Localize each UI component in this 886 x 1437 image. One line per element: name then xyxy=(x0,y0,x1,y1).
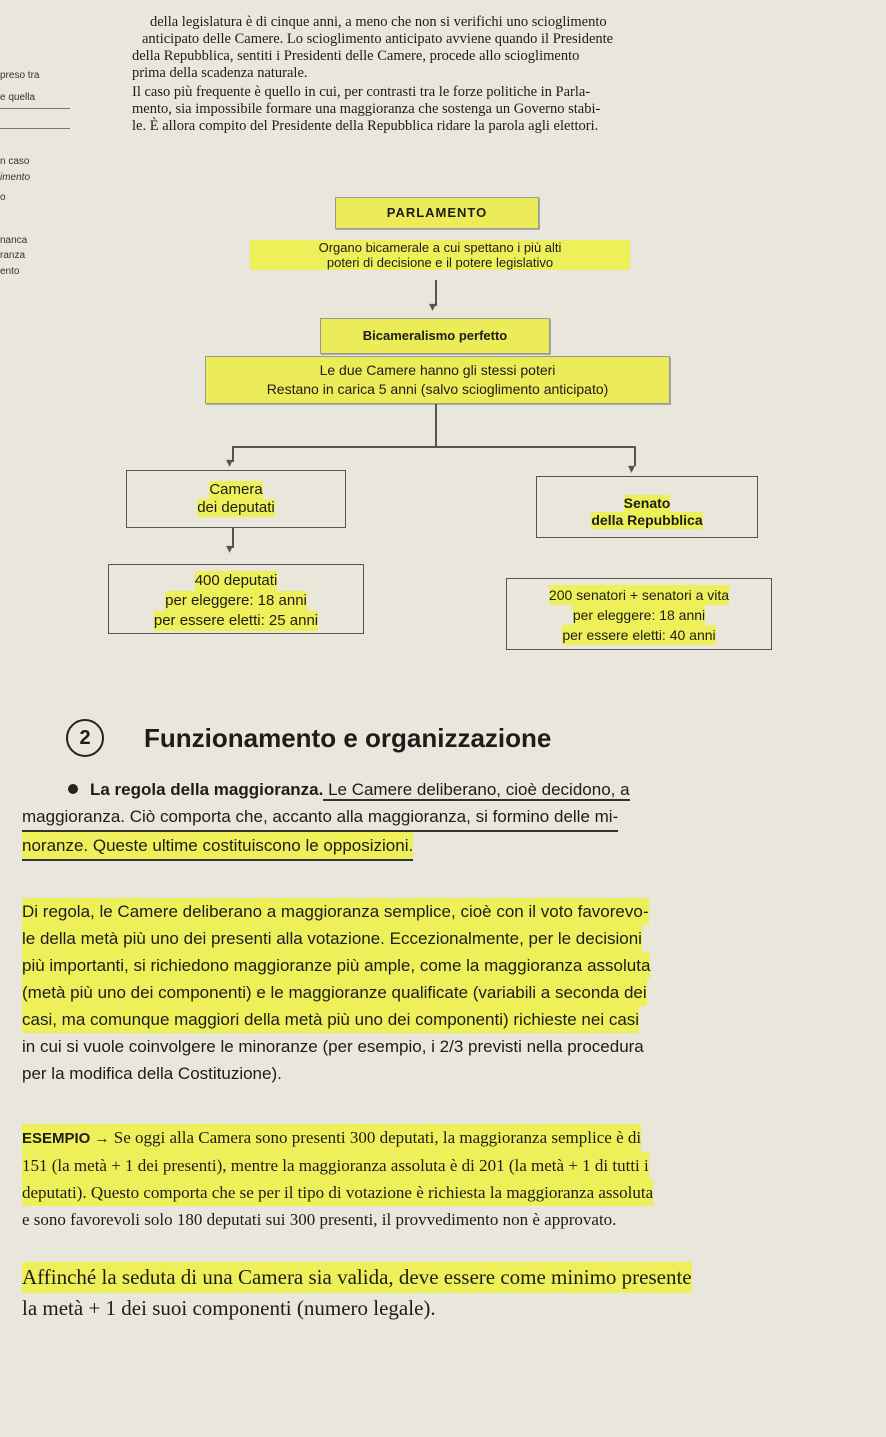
example-line: 151 (la metà + 1 dei presenti), mentre la maggioranza assoluta è di 201 (la metà + 1 di tutti i xyxy=(22,1152,649,1179)
senato-detail: 200 senatori + senatori a vita xyxy=(548,587,730,603)
closing-paragraph xyxy=(22,1262,872,1324)
senato-label: Senato xyxy=(623,495,671,511)
camera-box xyxy=(126,470,346,528)
intro-line: mento, sia impossibile formare una maggioranza che sostenga un Governo stabi- xyxy=(132,101,601,117)
arrow-down-icon: ▾ xyxy=(226,455,234,471)
intro-line: le. È allora compito del Presidente della Repubblica ridare la parola agli elettori. xyxy=(132,118,599,134)
camera-detail: per eleggere: 18 anni xyxy=(165,592,307,609)
camera-details-box xyxy=(108,564,364,634)
diagram-arrow xyxy=(232,446,634,448)
diagram-subtitle-line: Organo bicamerale a cui spettano i più alti xyxy=(250,240,630,255)
bullet-lead: La regola della maggioranza. xyxy=(90,780,324,799)
bullet-line: noranze. Queste ultime costituiscono le opposizioni. xyxy=(22,832,413,861)
bullet-paragraph xyxy=(22,776,872,861)
intro-line: prima della scadenza naturale. xyxy=(132,65,308,81)
section-number: 2 xyxy=(66,719,104,757)
diagram-arrow xyxy=(435,404,437,446)
bicameral-label: Bicameralismo perfetto xyxy=(362,328,508,343)
camera-label: Camera xyxy=(209,481,263,498)
arrow-down-icon: ▾ xyxy=(429,299,437,315)
rule-paragraph xyxy=(22,898,872,1087)
rule-line: per la modifica della Costituzione). xyxy=(22,1064,282,1083)
arrow-down-icon: ▾ xyxy=(226,541,234,557)
powers-line: Le due Camere hanno gli stessi poteri xyxy=(319,362,556,378)
diagram-title-box xyxy=(335,197,539,229)
margin-note: preso tra xyxy=(0,70,40,81)
example-line: e sono favorevoli solo 180 deputati sui 300 presenti, il provvedimento non è approvato. xyxy=(22,1210,617,1229)
rule-line: più importanti, si richiedono maggioranze più ample, come la maggioranza assoluta xyxy=(22,952,650,979)
powers-box xyxy=(205,356,670,404)
camera-label: dei deputati xyxy=(197,499,275,516)
intro-paragraph xyxy=(132,14,872,135)
margin-note: n caso xyxy=(0,156,30,167)
senato-detail: per essere eletti: 40 anni xyxy=(562,627,716,643)
margin-divider xyxy=(0,128,70,129)
powers-line: Restano in carica 5 anni (salvo scioglimento anticipato) xyxy=(266,381,609,397)
senato-details-box xyxy=(506,578,772,650)
margin-note: ento xyxy=(0,266,20,277)
section-title: Funzionamento e organizzazione xyxy=(144,723,552,753)
diagram-subtitle-line: poteri di decisione e il potere legislativo xyxy=(250,255,630,270)
margin-divider xyxy=(0,108,70,109)
bullet-text: Le Camere deliberano, cioè decidono, a xyxy=(323,780,630,799)
closing-line: la metà + 1 dei suoi componenti (numero legale). xyxy=(22,1296,436,1320)
example-line: Se oggi alla Camera sono presenti 300 deputati, la maggioranza semplice è di xyxy=(109,1128,642,1147)
senato-box xyxy=(536,476,758,538)
bullet-line: maggioranza. Ciò comporta che, accanto alla maggioranza, si formino delle mi- xyxy=(22,803,618,832)
rule-line: le della metà più uno dei presenti alla votazione. Eccezionalmente, per le decisioni xyxy=(22,925,642,952)
bicameral-box xyxy=(320,318,550,354)
diagram-title: PARLAMENTO xyxy=(386,205,488,220)
rule-line: casi, ma comunque maggiori della metà più uno dei componenti) richieste nei casi xyxy=(22,1006,639,1033)
margin-note: ranza xyxy=(0,250,26,261)
diagram-subtitle xyxy=(250,240,630,270)
rule-line: (metà più uno dei componenti) e le maggioranze qualificate (variabili a seconda dei xyxy=(22,979,647,1006)
rule-line: in cui si vuole coinvolgere le minoranze (per esempio, i 2/3 previsti nella procedura xyxy=(22,1037,644,1056)
camera-detail: per essere eletti: 25 anni xyxy=(153,612,319,629)
intro-line: della legislatura è di cinque anni, a meno che non si verifichi uno scioglimento xyxy=(150,14,607,30)
senato-detail: per eleggere: 18 anni xyxy=(572,607,706,623)
intro-line: Il caso più frequente è quello in cui, per contrasti tra le forze politiche in Parla- xyxy=(132,84,591,100)
senato-label: della Repubblica xyxy=(591,512,703,528)
intro-line: della Repubblica, sentiti i Presidenti delle Camere, procede allo scioglimento xyxy=(132,48,580,64)
rule-line: Di regola, le Camere deliberano a maggioranza semplice, cioè con il voto favorevo- xyxy=(22,898,649,925)
camera-detail: 400 deputati xyxy=(194,572,278,589)
margin-note: nanca xyxy=(0,235,28,246)
intro-line: anticipato delle Camere. Lo scioglimento anticipato avviene quando il Presidente xyxy=(142,31,614,47)
margin-note: e quella xyxy=(0,92,36,103)
example-paragraph xyxy=(22,1124,872,1233)
margin-note: imento xyxy=(0,172,31,183)
example-label: ESEMPIO → xyxy=(22,1130,110,1147)
closing-line: Affinché la seduta di una Camera sia valida, deve essere come minimo presente xyxy=(22,1262,692,1293)
arrow-down-icon: ▾ xyxy=(628,461,636,477)
margin-note: o xyxy=(0,192,6,203)
example-line: deputati). Questo comporta che se per il tipo di votazione è richiesta la maggioranza assoluta xyxy=(22,1179,653,1206)
